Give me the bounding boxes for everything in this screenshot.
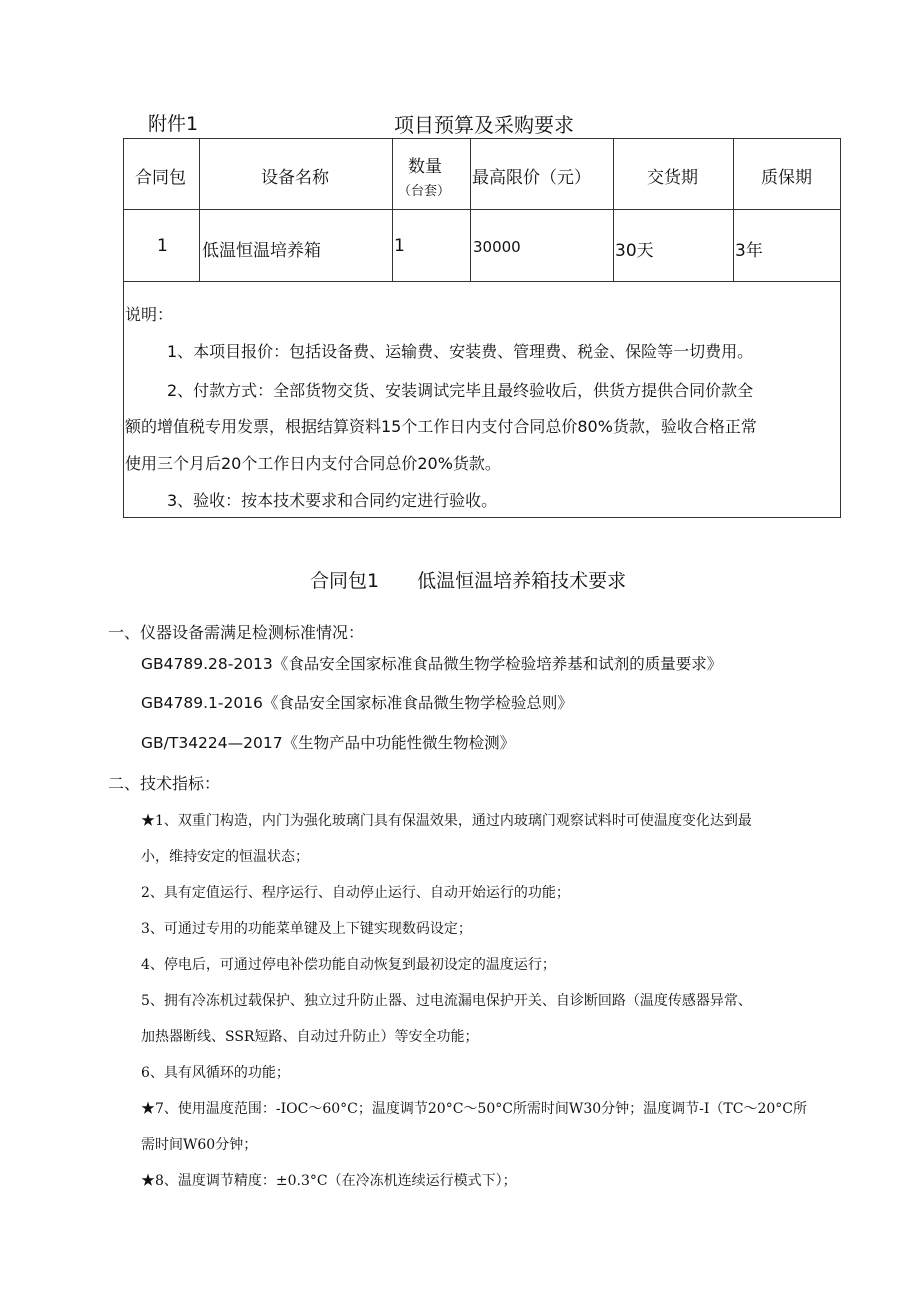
row-package: 1	[157, 236, 168, 256]
table-col-divider	[199, 138, 200, 282]
row-equipment-name: 低温恒温培养箱	[202, 241, 321, 261]
header-package: 合同包	[135, 168, 186, 188]
spec-item: 加热器断线、SSR短路、自动过升防止）等安全功能；	[141, 1029, 479, 1045]
header-delivery: 交货期	[647, 168, 698, 188]
standard-item: GB4789.28-2013《食品安全国家标准食品微生物学检验培养基和试剂的质量要求》	[141, 655, 723, 673]
header-equipment-name: 设备名称	[261, 168, 329, 188]
row-max-price: 30000	[473, 238, 521, 256]
section-heading: 二、技术指标：	[108, 774, 221, 793]
header-quantity-unit: （台套）	[398, 184, 451, 199]
standard-item: GB4789.1-2016《食品安全国家标准食品微生物学检验总则》	[141, 694, 573, 712]
spec-item: 需时间W60分钟；	[141, 1137, 258, 1153]
header-warranty: 质保期	[761, 168, 812, 188]
spec-item: 4、停电后，可通过停电补偿功能自动恢复到最初设定的温度运行；	[141, 957, 556, 973]
notes-heading: 说明：	[125, 305, 174, 324]
section-heading: 一、仪器设备需满足检测标准情况：	[108, 623, 365, 642]
note-line: 2、付款方式：全部货物交货、安装调试完毕且最终验收后，供货方提供合同价款全	[167, 381, 754, 400]
table-border-bottom	[123, 517, 841, 518]
table-border-right	[840, 138, 841, 518]
table-col-divider	[613, 138, 614, 282]
row-delivery: 30天	[615, 241, 654, 261]
table-col-divider	[470, 138, 471, 282]
spec-item: 6、具有风循环的功能；	[141, 1065, 290, 1081]
note-line: 额的增值税专用发票，根据结算资料15个工作日内支付合同总价80%货款，验收合格正常	[125, 417, 757, 436]
table-col-divider	[733, 138, 734, 282]
table-col-divider	[392, 138, 393, 282]
table-border-left	[123, 138, 124, 518]
row-warranty: 3年	[735, 241, 763, 261]
spec-item: ★1、双重门构造，内门为强化玻璃门具有保温效果，通过内玻璃门观察试料时可使温度变化达到最	[141, 813, 752, 829]
spec-item: 小，维持安定的恒温状态；	[141, 849, 309, 865]
note-line: 使用三个月后20个工作日内支付合同总价20%货款。	[125, 454, 501, 473]
header-quantity: 数量	[408, 157, 442, 177]
header-max-price: 最高限价（元）	[472, 168, 591, 188]
budget-table	[123, 138, 841, 518]
tech-requirements-title: 合同包1 低温恒温培养箱技术要求	[310, 570, 627, 592]
page-title: 项目预算及采购要求	[394, 113, 574, 137]
spec-item: 2、具有定值运行、程序运行、自动停止运行、自动开始运行的功能；	[141, 885, 570, 901]
spec-item: ★8、温度调节精度：±0.3°C（在冷冻机连续运行模式下）；	[141, 1173, 517, 1189]
note-line: 1、本项目报价：包括设备费、运输费、安装费、管理费、税金、保险等一切费用。	[167, 342, 754, 361]
spec-item: ★7、使用温度范围：-IOC～60°C；温度调节20°C～50°C所需时间W30分钟；温度调节-I（TC～20°C所	[141, 1101, 807, 1117]
spec-item: 5、拥有冷冻机过载保护、独立过升防止器、过电流漏电保护开关、自诊断回路（温度传感器异常、	[141, 993, 752, 1009]
row-quantity: 1	[394, 236, 405, 256]
attachment-label: 附件1	[148, 113, 199, 135]
standard-item: GB/T34224—2017《生物产品中功能性微生物检测》	[141, 734, 516, 752]
spec-item: 3、可通过专用的功能菜单键及上下键实现数码设定；	[141, 921, 472, 937]
note-line: 3、验收：按本技术要求和合同约定进行验收。	[167, 491, 498, 510]
